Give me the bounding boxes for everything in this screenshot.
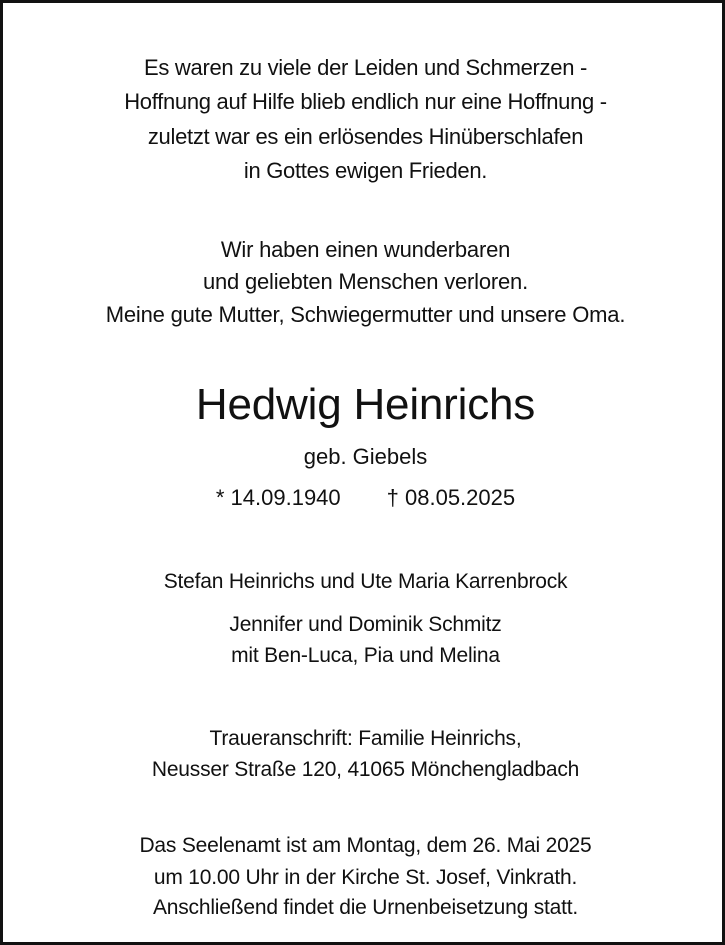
intro-line-3: Meine gute Mutter, Schwiegermutter und unsere Oma. <box>105 302 626 327</box>
intro-line-2: und geliebten Menschen verloren. <box>202 269 529 294</box>
death-date: † 08.05.2025 <box>386 485 516 510</box>
mourner-line-3: mit Ben-Luca, Pia und Melina <box>231 644 500 667</box>
mourner-line-1: Stefan Heinrichs und Ute Maria Karrenbrock <box>163 570 568 593</box>
verse-line-3: zuletzt war es ein erlösendes Hinüberschlafen <box>147 124 584 149</box>
service-line-1: Das Seelenamt ist am Montag, dem 26. Mai 2025 <box>139 834 592 857</box>
address-line-2: Neusser Straße 120, 41065 Mönchengladbach <box>151 758 580 781</box>
intro-line-1: Wir haben einen wunderbaren <box>220 237 511 262</box>
mourner-line-2: Jennifer und Dominik Schmitz <box>229 613 502 636</box>
life-dates <box>3 487 725 509</box>
verse-line-2: Hoffnung auf Hilfe blieb endlich nur eine Hoffnung - <box>124 89 607 114</box>
service-line-2: um 10.00 Uhr in der Kirche St. Josef, Vinkrath. <box>153 866 578 889</box>
address-line-1: Traueranschrift: Familie Heinrichs, <box>209 727 522 750</box>
birth-date: * 14.09.1940 <box>215 485 341 510</box>
maiden-name: geb. Giebels <box>303 444 428 469</box>
service-line-3: Anschließend findet die Urnenbeisetzung statt. <box>152 896 579 919</box>
deceased-name: Hedwig Heinrichs <box>195 380 536 429</box>
verse-line-4: in Gottes ewigen Frieden. <box>243 158 488 183</box>
verse-line-1: Es waren zu viele der Leiden und Schmerzen - <box>144 55 587 80</box>
